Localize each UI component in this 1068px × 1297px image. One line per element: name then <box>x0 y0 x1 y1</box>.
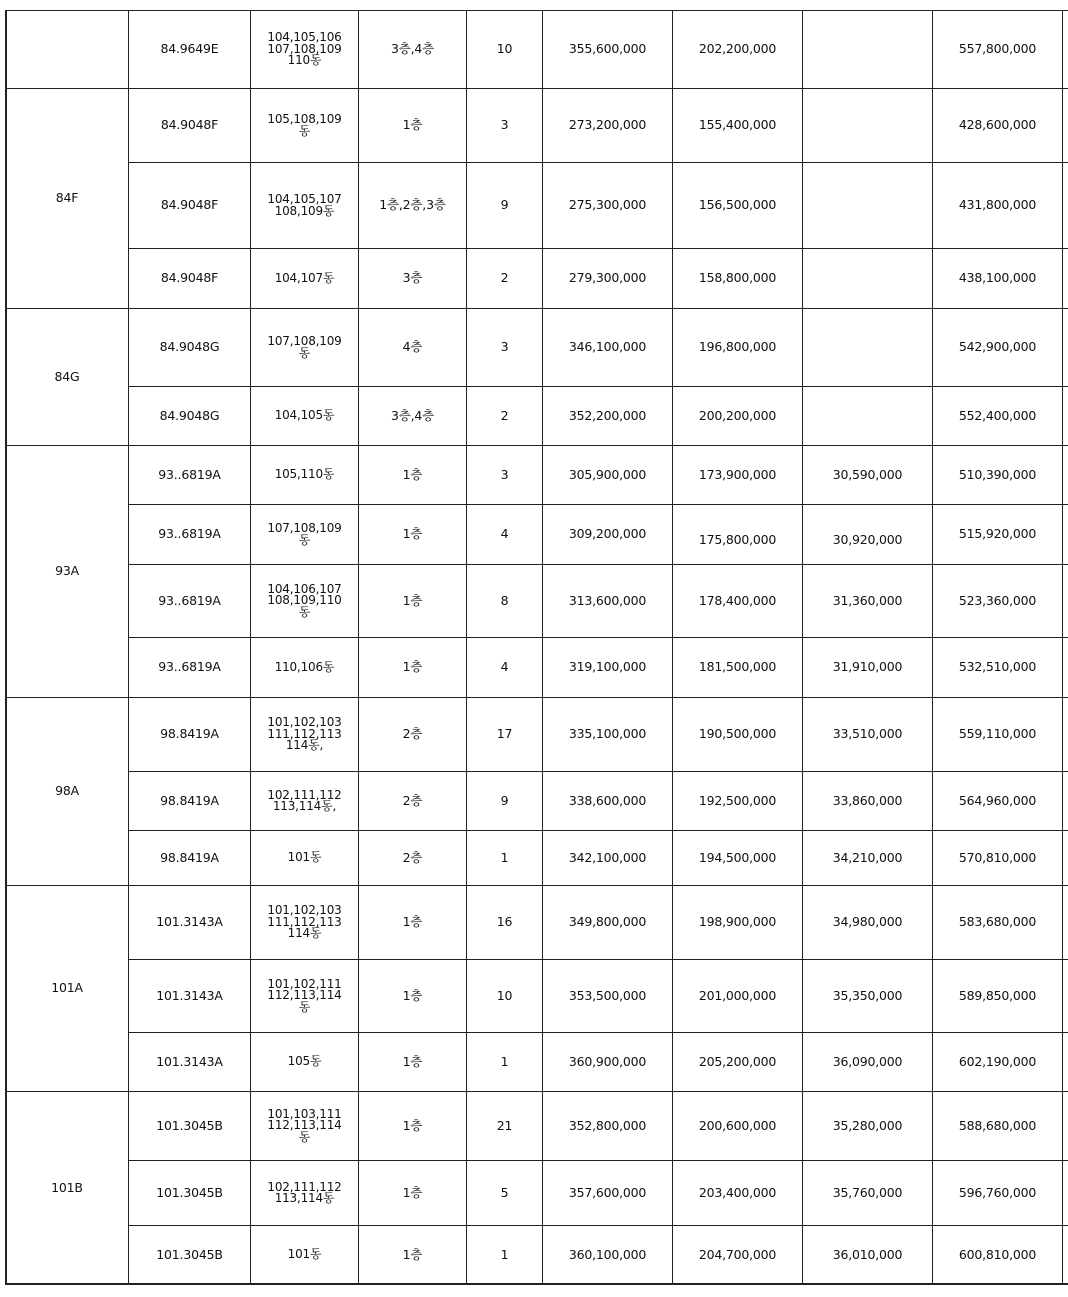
land-price-cell: 279,300,000 <box>543 249 673 309</box>
land-price-cell: 309,200,000 <box>543 505 673 565</box>
blank-cell <box>1063 505 1068 565</box>
buildings-cell: 101동 <box>251 1226 359 1285</box>
buildings-cell: 104,105,107 108,109동 <box>251 163 359 249</box>
model-cell: 84.9048G <box>129 309 251 387</box>
buildings-cell: 107,108,109 동 <box>251 505 359 565</box>
total-price-cell: 438,100,000 <box>933 249 1063 309</box>
blank-cell <box>1063 772 1068 831</box>
extension-cost-cell: 34,980,000 <box>803 886 933 960</box>
units-cell: 10 <box>467 11 543 89</box>
total-price-cell: 570,810,000 <box>933 831 1063 886</box>
blank-cell <box>1063 1161 1068 1226</box>
table-row <box>6 886 1068 960</box>
model-cell: 84.9048G <box>129 387 251 446</box>
total-price-cell: 431,800,000 <box>933 163 1063 249</box>
type-group-cell: 101A <box>6 886 129 1092</box>
land-price-cell: 305,900,000 <box>543 446 673 505</box>
floors-cell: 1층 <box>359 1161 467 1226</box>
total-price-cell: 602,190,000 <box>933 1033 1063 1092</box>
building-price-cell: 175,800,000 <box>673 505 803 565</box>
building-price-cell: 196,800,000 <box>673 309 803 387</box>
table-row <box>6 698 1068 772</box>
table-row <box>6 772 1068 831</box>
extension-cost-cell <box>803 89 933 163</box>
table-row <box>6 1226 1068 1285</box>
total-price-cell: 510,390,000 <box>933 446 1063 505</box>
building-price-cell: 201,000,000 <box>673 960 803 1033</box>
units-cell: 4 <box>467 638 543 698</box>
floors-cell: 1층 <box>359 1033 467 1092</box>
land-price-cell: 342,100,000 <box>543 831 673 886</box>
model-cell: 93..6819A <box>129 638 251 698</box>
model-cell: 84.9649E <box>129 11 251 89</box>
floors-cell: 1층 <box>359 446 467 505</box>
blank-cell <box>1063 89 1068 163</box>
buildings-cell: 110,106동 <box>251 638 359 698</box>
building-price-cell: 194,500,000 <box>673 831 803 886</box>
land-price-cell: 338,600,000 <box>543 772 673 831</box>
blank-cell <box>1063 886 1068 960</box>
extension-cost-cell: 36,010,000 <box>803 1226 933 1285</box>
units-cell: 5 <box>467 1161 543 1226</box>
table-row <box>6 831 1068 886</box>
land-price-cell: 352,200,000 <box>543 387 673 446</box>
floors-cell: 1층 <box>359 638 467 698</box>
buildings-cell: 102,111,112 113,114동 <box>251 1161 359 1226</box>
table-bottom-border <box>5 1283 1068 1285</box>
buildings-cell: 101,102,103 111,112,113 114동, <box>251 698 359 772</box>
building-price-cell: 202,200,000 <box>673 11 803 89</box>
units-cell: 1 <box>467 1226 543 1285</box>
extension-cost-cell <box>803 387 933 446</box>
table-row <box>6 387 1068 446</box>
floors-cell: 4층 <box>359 309 467 387</box>
floors-cell: 1층 <box>359 89 467 163</box>
extension-cost-cell: 30,590,000 <box>803 446 933 505</box>
total-price-cell: 564,960,000 <box>933 772 1063 831</box>
total-price-cell: 557,800,000 <box>933 11 1063 89</box>
land-price-cell: 360,900,000 <box>543 1033 673 1092</box>
table-row <box>6 960 1068 1033</box>
model-cell: 101.3045B <box>129 1226 251 1285</box>
buildings-cell: 104,105,106 107,108,109 110동 <box>251 11 359 89</box>
buildings-cell: 104,105동 <box>251 387 359 446</box>
model-cell: 98.8419A <box>129 772 251 831</box>
units-cell: 4 <box>467 505 543 565</box>
floors-cell: 3층,4층 <box>359 11 467 89</box>
land-price-cell: 319,100,000 <box>543 638 673 698</box>
units-cell: 1 <box>467 831 543 886</box>
buildings-cell: 105동 <box>251 1033 359 1092</box>
type-group-cell: 93A <box>6 446 129 698</box>
units-cell: 16 <box>467 886 543 960</box>
floors-cell: 2층 <box>359 831 467 886</box>
table-row <box>6 638 1068 698</box>
extension-cost-cell <box>803 249 933 309</box>
blank-cell <box>1063 446 1068 505</box>
building-price-cell: 155,400,000 <box>673 89 803 163</box>
units-cell: 17 <box>467 698 543 772</box>
buildings-cell: 101동 <box>251 831 359 886</box>
table-row <box>6 163 1068 249</box>
blank-cell <box>1063 11 1068 89</box>
price-table-sheet <box>5 10 1068 1285</box>
table-row <box>6 249 1068 309</box>
extension-cost-cell: 33,860,000 <box>803 772 933 831</box>
model-cell: 93..6819A <box>129 446 251 505</box>
units-cell: 9 <box>467 163 543 249</box>
land-price-cell: 313,600,000 <box>543 565 673 638</box>
model-cell: 84.9048F <box>129 89 251 163</box>
blank-cell <box>1063 1033 1068 1092</box>
units-cell: 10 <box>467 960 543 1033</box>
building-price-cell: 192,500,000 <box>673 772 803 831</box>
units-cell: 3 <box>467 89 543 163</box>
buildings-cell: 101,102,111 112,113,114 동 <box>251 960 359 1033</box>
model-cell: 101.3143A <box>129 886 251 960</box>
model-cell: 84.9048F <box>129 163 251 249</box>
extension-cost-cell: 36,090,000 <box>803 1033 933 1092</box>
price-table <box>5 10 1068 1285</box>
model-cell: 93..6819A <box>129 565 251 638</box>
land-price-cell: 273,200,000 <box>543 89 673 163</box>
building-price-cell: 173,900,000 <box>673 446 803 505</box>
blank-cell <box>1063 249 1068 309</box>
buildings-cell: 104,107동 <box>251 249 359 309</box>
total-price-cell: 542,900,000 <box>933 309 1063 387</box>
building-price-cell: 190,500,000 <box>673 698 803 772</box>
total-price-cell: 589,850,000 <box>933 960 1063 1033</box>
buildings-cell: 105,110동 <box>251 446 359 505</box>
extension-cost-cell: 30,920,000 <box>803 505 933 565</box>
floors-cell: 1층 <box>359 960 467 1033</box>
floors-cell: 1층 <box>359 1226 467 1285</box>
land-price-cell: 360,100,000 <box>543 1226 673 1285</box>
buildings-cell: 107,108,109 동 <box>251 309 359 387</box>
type-group-cell: 98A <box>6 698 129 886</box>
extension-cost-cell: 31,360,000 <box>803 565 933 638</box>
buildings-cell: 101,102,103 111,112,113 114동 <box>251 886 359 960</box>
extension-cost-cell <box>803 309 933 387</box>
land-price-cell: 357,600,000 <box>543 1161 673 1226</box>
blank-cell <box>1063 831 1068 886</box>
units-cell: 2 <box>467 387 543 446</box>
extension-cost-cell <box>803 163 933 249</box>
blank-cell <box>1063 565 1068 638</box>
model-cell: 98.8419A <box>129 698 251 772</box>
blank-cell <box>1063 698 1068 772</box>
model-cell: 101.3143A <box>129 1033 251 1092</box>
type-group-cell <box>6 11 129 89</box>
total-price-cell: 523,360,000 <box>933 565 1063 638</box>
table-row <box>6 505 1068 565</box>
land-price-cell: 355,600,000 <box>543 11 673 89</box>
type-group-cell: 84F <box>6 89 129 309</box>
blank-cell <box>1063 638 1068 698</box>
model-cell: 101.3045B <box>129 1161 251 1226</box>
units-cell: 2 <box>467 249 543 309</box>
extension-cost-cell: 31,910,000 <box>803 638 933 698</box>
total-price-cell: 596,760,000 <box>933 1161 1063 1226</box>
table-row <box>6 565 1068 638</box>
floors-cell: 1층 <box>359 505 467 565</box>
buildings-cell: 104,106,107 108,109,110 동 <box>251 565 359 638</box>
model-cell: 101.3045B <box>129 1092 251 1161</box>
land-price-cell: 335,100,000 <box>543 698 673 772</box>
total-price-cell: 600,810,000 <box>933 1226 1063 1285</box>
building-price-cell: 200,600,000 <box>673 1092 803 1161</box>
floors-cell: 1층 <box>359 565 467 638</box>
building-price-cell: 178,400,000 <box>673 565 803 638</box>
building-price-cell: 158,800,000 <box>673 249 803 309</box>
floors-cell: 1층 <box>359 1092 467 1161</box>
floors-cell: 2층 <box>359 698 467 772</box>
blank-cell <box>1063 309 1068 387</box>
table-row <box>6 1033 1068 1092</box>
table-row <box>6 1161 1068 1226</box>
building-price-cell: 203,400,000 <box>673 1161 803 1226</box>
extension-cost-cell: 34,210,000 <box>803 831 933 886</box>
buildings-cell: 105,108,109 동 <box>251 89 359 163</box>
table-row <box>6 309 1068 387</box>
floors-cell: 1층 <box>359 886 467 960</box>
floors-cell: 3층 <box>359 249 467 309</box>
total-price-cell: 559,110,000 <box>933 698 1063 772</box>
units-cell: 3 <box>467 309 543 387</box>
extension-cost-cell: 33,510,000 <box>803 698 933 772</box>
blank-cell <box>1063 1092 1068 1161</box>
extension-cost-cell <box>803 11 933 89</box>
building-price-cell: 205,200,000 <box>673 1033 803 1092</box>
building-price-cell: 198,900,000 <box>673 886 803 960</box>
type-group-cell: 84G <box>6 309 129 446</box>
blank-cell <box>1063 960 1068 1033</box>
total-price-cell: 515,920,000 <box>933 505 1063 565</box>
floors-cell: 3층,4층 <box>359 387 467 446</box>
land-price-cell: 352,800,000 <box>543 1092 673 1161</box>
land-price-cell: 346,100,000 <box>543 309 673 387</box>
units-cell: 8 <box>467 565 543 638</box>
extension-cost-cell: 35,350,000 <box>803 960 933 1033</box>
model-cell: 93..6819A <box>129 505 251 565</box>
model-cell: 84.9048F <box>129 249 251 309</box>
extension-cost-cell: 35,280,000 <box>803 1092 933 1161</box>
table-row <box>6 1092 1068 1161</box>
blank-cell <box>1063 387 1068 446</box>
total-price-cell: 428,600,000 <box>933 89 1063 163</box>
buildings-cell: 101,103,111 112,113,114 동 <box>251 1092 359 1161</box>
total-price-cell: 532,510,000 <box>933 638 1063 698</box>
buildings-cell: 102,111,112 113,114동, <box>251 772 359 831</box>
land-price-cell: 353,500,000 <box>543 960 673 1033</box>
model-cell: 101.3143A <box>129 960 251 1033</box>
land-price-cell: 349,800,000 <box>543 886 673 960</box>
table-row <box>6 89 1068 163</box>
units-cell: 9 <box>467 772 543 831</box>
type-group-cell: 101B <box>6 1092 129 1285</box>
table-row <box>6 11 1068 89</box>
extension-cost-cell: 35,760,000 <box>803 1161 933 1226</box>
building-price-cell: 204,700,000 <box>673 1226 803 1285</box>
total-price-cell: 588,680,000 <box>933 1092 1063 1161</box>
table-left-border <box>5 10 7 1285</box>
table-row <box>6 446 1068 505</box>
land-price-cell: 275,300,000 <box>543 163 673 249</box>
units-cell: 21 <box>467 1092 543 1161</box>
total-price-cell: 552,400,000 <box>933 387 1063 446</box>
model-cell: 98.8419A <box>129 831 251 886</box>
blank-cell <box>1063 1226 1068 1285</box>
building-price-cell: 156,500,000 <box>673 163 803 249</box>
units-cell: 3 <box>467 446 543 505</box>
blank-cell <box>1063 163 1068 249</box>
total-price-cell: 583,680,000 <box>933 886 1063 960</box>
floors-cell: 2층 <box>359 772 467 831</box>
building-price-cell: 200,200,000 <box>673 387 803 446</box>
floors-cell: 1층,2층,3층 <box>359 163 467 249</box>
building-price-cell: 181,500,000 <box>673 638 803 698</box>
units-cell: 1 <box>467 1033 543 1092</box>
